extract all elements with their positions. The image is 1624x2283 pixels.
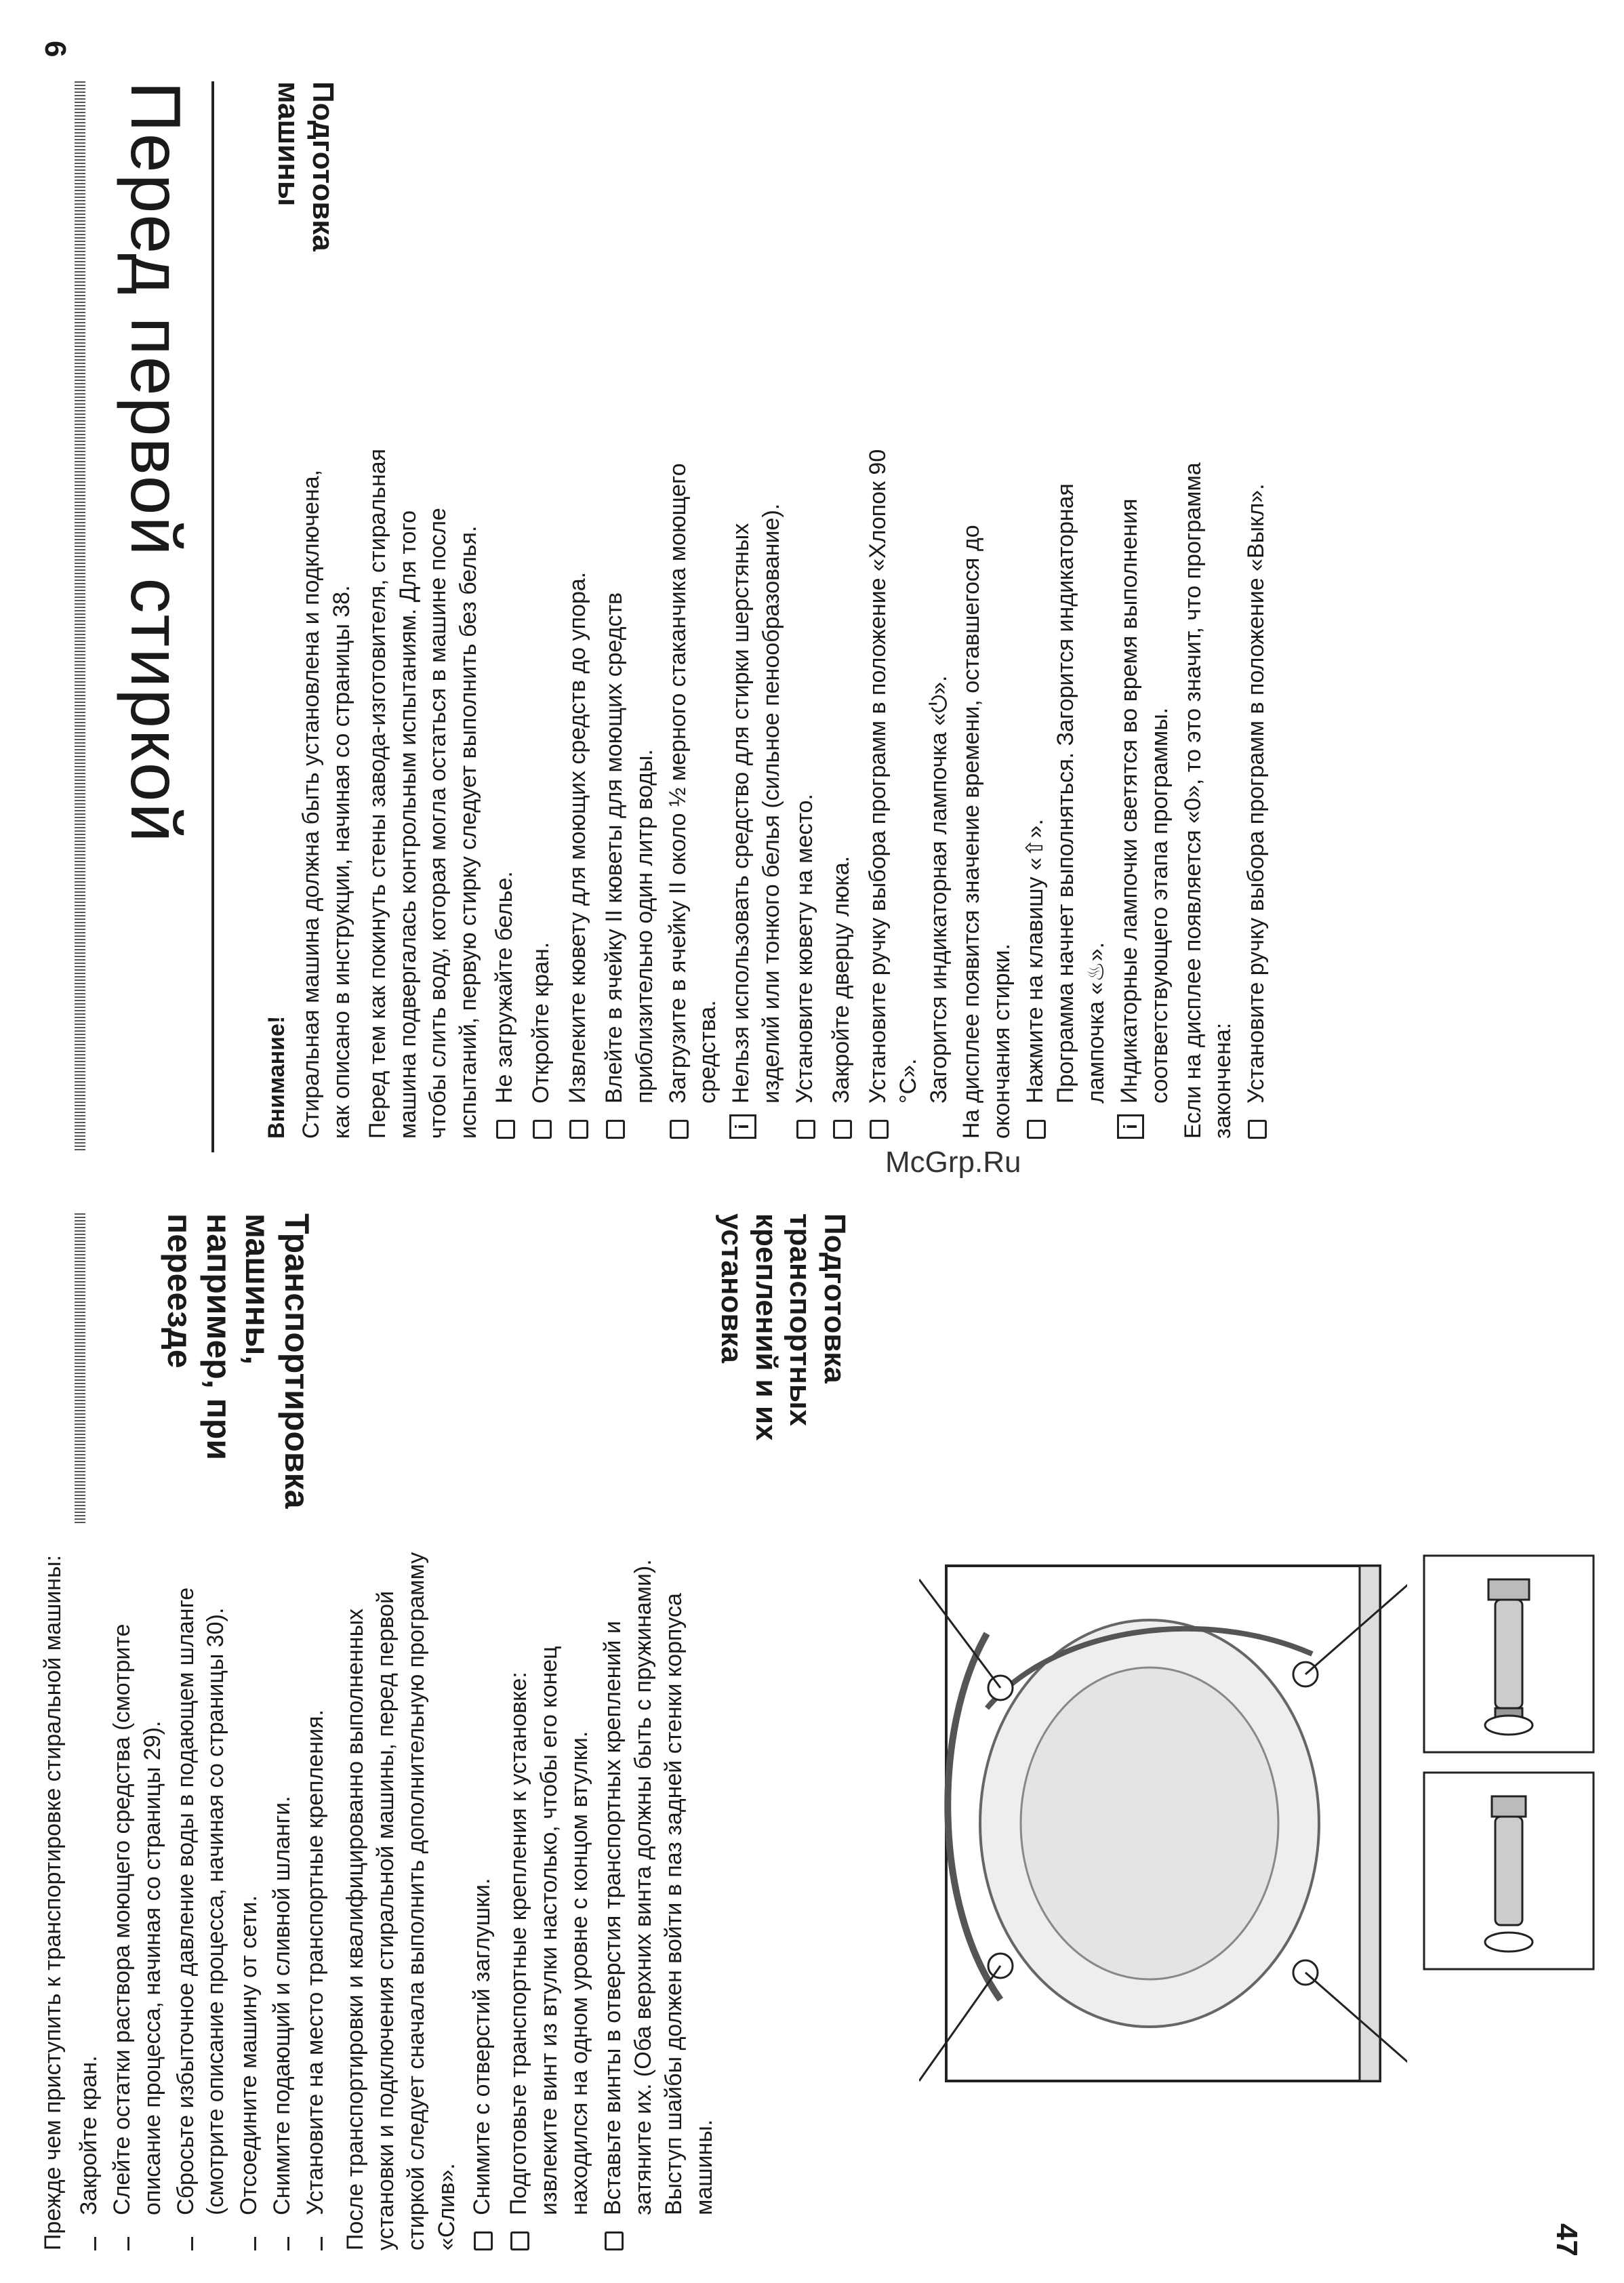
transport-check-item [234, 1545, 264, 2250]
fastening-detail-upper [1421, 1552, 1597, 1756]
dash-bullet [127, 2237, 129, 2250]
transport-check-text: Закройте кран. [75, 2055, 102, 2215]
instruction-item [863, 447, 954, 1139]
instruction-text: Загрузите в ячейку II около ½ мерного стаканчика моющего средства. [664, 463, 721, 1104]
checkbox-icon [833, 1120, 852, 1139]
instruction-subtext: Программа начнет выполняться. Загорится индикаторная лампочка «♨». [1053, 483, 1109, 1104]
sub-heading-fastenings: Подготовка транспортных креплений и их установка [715, 1213, 851, 1441]
instruction-item [489, 447, 523, 1139]
checkbox-icon [605, 2231, 624, 2250]
instruction-text: Не загружайте белье. [491, 871, 518, 1104]
checkbox-icon [796, 1120, 815, 1139]
page-number-right: 47 [1550, 2223, 1583, 2257]
instruction-item [563, 447, 596, 1139]
instruction-subtext: Загорится индикаторная лампочка «⏻». [925, 675, 952, 1104]
page-number-left: 6 [39, 41, 72, 58]
dash-bullet [287, 2237, 289, 2250]
transport-check-text: Слейте остатки раствора моющего средства (смотрите описание процесса, начиная со страницы 29). [108, 1623, 165, 2215]
header-hatch-left [75, 81, 85, 1152]
section-heading-transport: Транспортировка машины, например, при переезде [161, 1213, 316, 1509]
fastening-step [598, 1545, 720, 2250]
instruction-item [1241, 447, 1275, 1139]
watermark: McGrp.Ru [885, 1146, 1021, 1179]
fastening-step [504, 1545, 595, 2250]
instruction-text: Нельзя использовать средство для стирки шерстяных изделий или тонкого белья (сильное пенообразование). [728, 503, 785, 1104]
instruction-text: Если на дисплее появляется «0», то это значит, что программа закончена: [1179, 462, 1236, 1139]
transport-intro: Прежде чем приступить к транспортировке стиральной машины: [40, 1555, 66, 2250]
fastening-step-text: Вставьте винты в отверстия транспортных креплений и затяните их. (Оба верхних винта должны быть с пружинами). [599, 1559, 656, 2215]
attention-label: Внимание! [264, 1015, 289, 1139]
fastening-step-text: Подготовьте транспортные крепления к установке: [506, 1672, 532, 2215]
instruction-item [526, 447, 560, 1139]
checkbox-icon [1248, 1120, 1267, 1139]
instruction-text: Нажмите на клавишу «⇧». [1022, 819, 1049, 1104]
instruction-list [489, 447, 1278, 1139]
info-icon: i [729, 1114, 756, 1139]
instruction-item [726, 447, 787, 1139]
instruction-item [599, 447, 660, 1139]
instruction-item [1020, 447, 1112, 1139]
transport-checklist [74, 1545, 331, 2250]
machine-rear-illustration [919, 1552, 1407, 2095]
dash-bullet [254, 2237, 256, 2250]
instruction-item [826, 447, 860, 1139]
fastening-step-text: Снимите с отверстий заглушки. [469, 1878, 495, 2215]
instruction-text: Извлеките кювету для моющих средств до упора. [564, 571, 590, 1104]
transport-check-item [74, 1545, 104, 2250]
checkbox-icon [670, 1120, 689, 1139]
after-transport-paragraph: После транспортировки и квалифицированно выполненных установки и подключения стиральной машины, перед первой стиркой следует сначала выполнить дополнительную программу «Слив». [342, 1552, 460, 2250]
dash-bullet [191, 2237, 193, 2250]
page-title: Перед первой стиркой [116, 81, 195, 844]
instruction-text: Установите кювету на место. [792, 794, 817, 1104]
dash-bullet [321, 2237, 323, 2250]
instruction-text: Влейте в ячейку II кюветы для моющих средств приблизительно один литр воды. [601, 592, 657, 1104]
checkbox-icon [870, 1120, 889, 1139]
transport-check-text: Сбросьте избыточное давление воды в подающем шланге (смотрите описание процесса, начиная со страницы 30). [172, 1587, 229, 2215]
dash-bullet [94, 2237, 96, 2250]
paragraph: Стиральная машина должна быть установлена и подключена, как описано в инструкции, начиная со страницы 38. [298, 469, 354, 1139]
instruction-item [956, 447, 1017, 1139]
instruction-text: Откройте кран. [528, 942, 554, 1104]
fastening-step-subtext: извлеките винт из втулки настолько, чтобы его конец находился на одном уровне с концом втулки. [536, 1646, 592, 2215]
fastening-step [467, 1545, 501, 2250]
checkbox-icon [474, 2231, 493, 2250]
instruction-item [663, 447, 724, 1139]
fastening-step-subtext: Выступ шайбы должен войти в паз задней стенки корпуса машины. [660, 1593, 717, 2215]
transport-check-text: Отсоедините машину от сети. [236, 1895, 262, 2215]
fastening-steps [467, 1545, 719, 2250]
transport-check-text: Установите на место транспортные крепления. [302, 1710, 328, 2215]
info-icon: i [1117, 1114, 1144, 1139]
transport-check-item [171, 1545, 232, 2250]
transport-check-item [107, 1545, 168, 2250]
checkbox-icon [1027, 1120, 1046, 1139]
title-rule [211, 81, 214, 1152]
instruction-text: Установите ручку выбора программ в положение «Хлопок 90 °С». [864, 449, 921, 1104]
checkbox-icon [496, 1120, 515, 1139]
transport-check-item [267, 1545, 298, 2250]
fastening-detail-lower [1421, 1769, 1597, 1973]
checkbox-icon [510, 2231, 529, 2250]
checkbox-icon [606, 1120, 625, 1139]
paragraph: Перед тем как покинуть стены завода-изготовителя, стиральная машина подвергалась контрольным испытаниям. Для того чтобы слить воду, которая могла остаться в машине после испытаний, первую стирку следует выполнить без белья. [364, 448, 482, 1139]
checkbox-icon [569, 1120, 588, 1139]
transport-check-text: Снимите подающий и сливной шланги. [269, 1796, 296, 2215]
instruction-item [790, 447, 824, 1139]
checkbox-icon [533, 1120, 552, 1139]
section-heading-preparation: Подготовка машины [272, 81, 340, 251]
instruction-text: Закройте дверцу люка. [828, 855, 854, 1104]
instruction-text: Индикаторные лампочки светятся во время выполнения соответствующего этапа программы. [1116, 498, 1173, 1104]
transport-check-item [300, 1545, 331, 2250]
header-hatch-right [75, 1213, 85, 1525]
instruction-item [1114, 447, 1175, 1139]
right-text-column [38, 1545, 865, 2250]
instruction-text: Установите ручку выбора программ в положение «Выкл». [1243, 483, 1270, 1104]
left-text-column [262, 447, 1597, 1139]
instruction-item [1178, 447, 1239, 1139]
instruction-text: На дисплее появится значение времени, оставшегося до окончания стирки. [958, 525, 1015, 1139]
